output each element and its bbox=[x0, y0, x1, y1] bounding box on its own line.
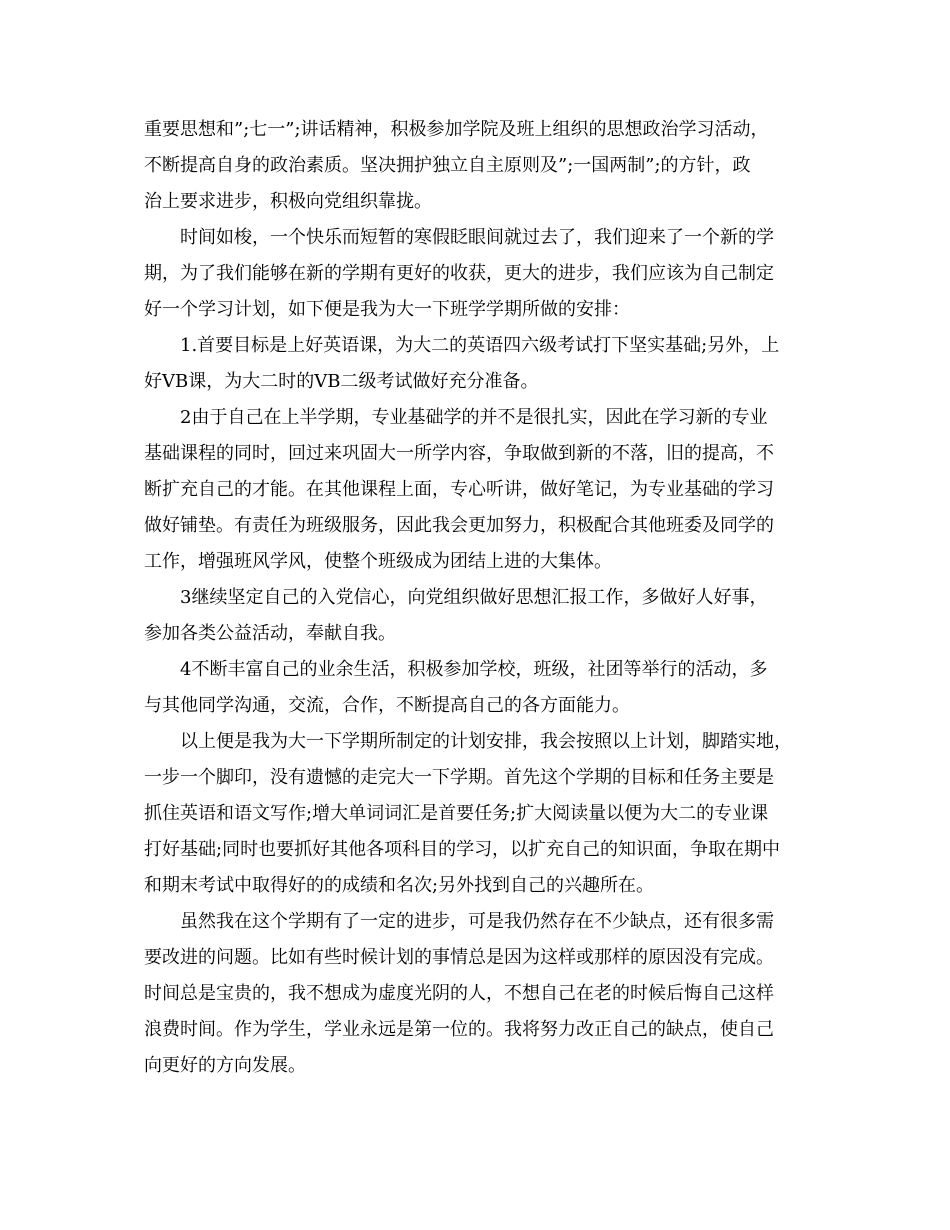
paragraph-5: 3继续坚定自己的入党信心，向党组织做好思想汇报工作，多做好人好事， 参加各类公益活动，奉献自我。 bbox=[144, 587, 768, 644]
paragraph-6: 4不断丰富自己的业余生活，积极参加学校，班级，社团等举行的活动，多 与其他同学沟通，交流，合作，不断提高自己的各方面能力。 bbox=[144, 659, 768, 716]
document-body bbox=[144, 112, 808, 1084]
paragraph-3: 1.首要目标是上好英语课，为大二的英语四六级考试打下坚实基础;另外，上 好VB课，为大二时的VB二级考试做好充分准备。 bbox=[144, 335, 780, 392]
paragraph-1: 重要思想和”;七一”;讲话精神，积极参加学院及班上组织的思想政治学习活动， 不断提高自身的政治素质。坚决拥护独立自主原则及”;一国两制”;的方针，政 治上要求进步，积极向党组织靠拢。 bbox=[144, 119, 769, 212]
paragraph-2: 时间如梭，一个快乐而短暂的寒假眨眼间就过去了，我们迎来了一个新的学 期，为了我们能够在新的学期有更好的收获，更大的进步，我们应该为自己制定 好一个学习计划，如下便是我为大一下班学学期所做的安排： bbox=[144, 227, 774, 320]
paragraph-4: 2由于自己在上半学期，专业基础学的并不是很扎实，因此在学习新的专业 基础课程的同时，回过来巩固大一所学内容，争取做到新的不落，旧的提高，不 断扩充自己的才能。在其他课程上面，专心听讲，做好笔记，为专业基础的学习 做好铺垫。有责任为班级服务，因此我会更加努力，积极配合其他班委及同学的 工作，增强班风学风，使整个班级成为团结上进的大集体。 bbox=[144, 407, 774, 572]
paragraph-7: 以上便是我为大一下学期所制定的计划安排，我会按照以上计划，脚踏实地， 一步一个脚印，没有遗憾的走完大一下学期。首先这个学期的目标和任务主要是 抓住英语和语文写作;增大单词词汇是首要任务;扩大阅读量以便为大二的专业课 打好基础;同时也要抓好其他各项科目的学习，以扩充自己的知识面，争取在期中 和期末考试中取得好的的成绩和名次;另外找到自己的兴趣所在。 bbox=[144, 731, 792, 896]
paragraph-8: 虽然我在这个学期有了一定的进步，可是我仍然存在不少缺点，还有很多需 要改进的问题。比如有些时候计划的事情总是因为这样或那样的原因没有完成。 时间总是宝贵的，我不想成为虚度光阴的人，不想自己在老的时候后悔自己这样 浪费时间。作为学生，学业永远是第一位的。我将努力改正自己的缺点，使自己 向更好的方向发展。 bbox=[144, 911, 774, 1076]
